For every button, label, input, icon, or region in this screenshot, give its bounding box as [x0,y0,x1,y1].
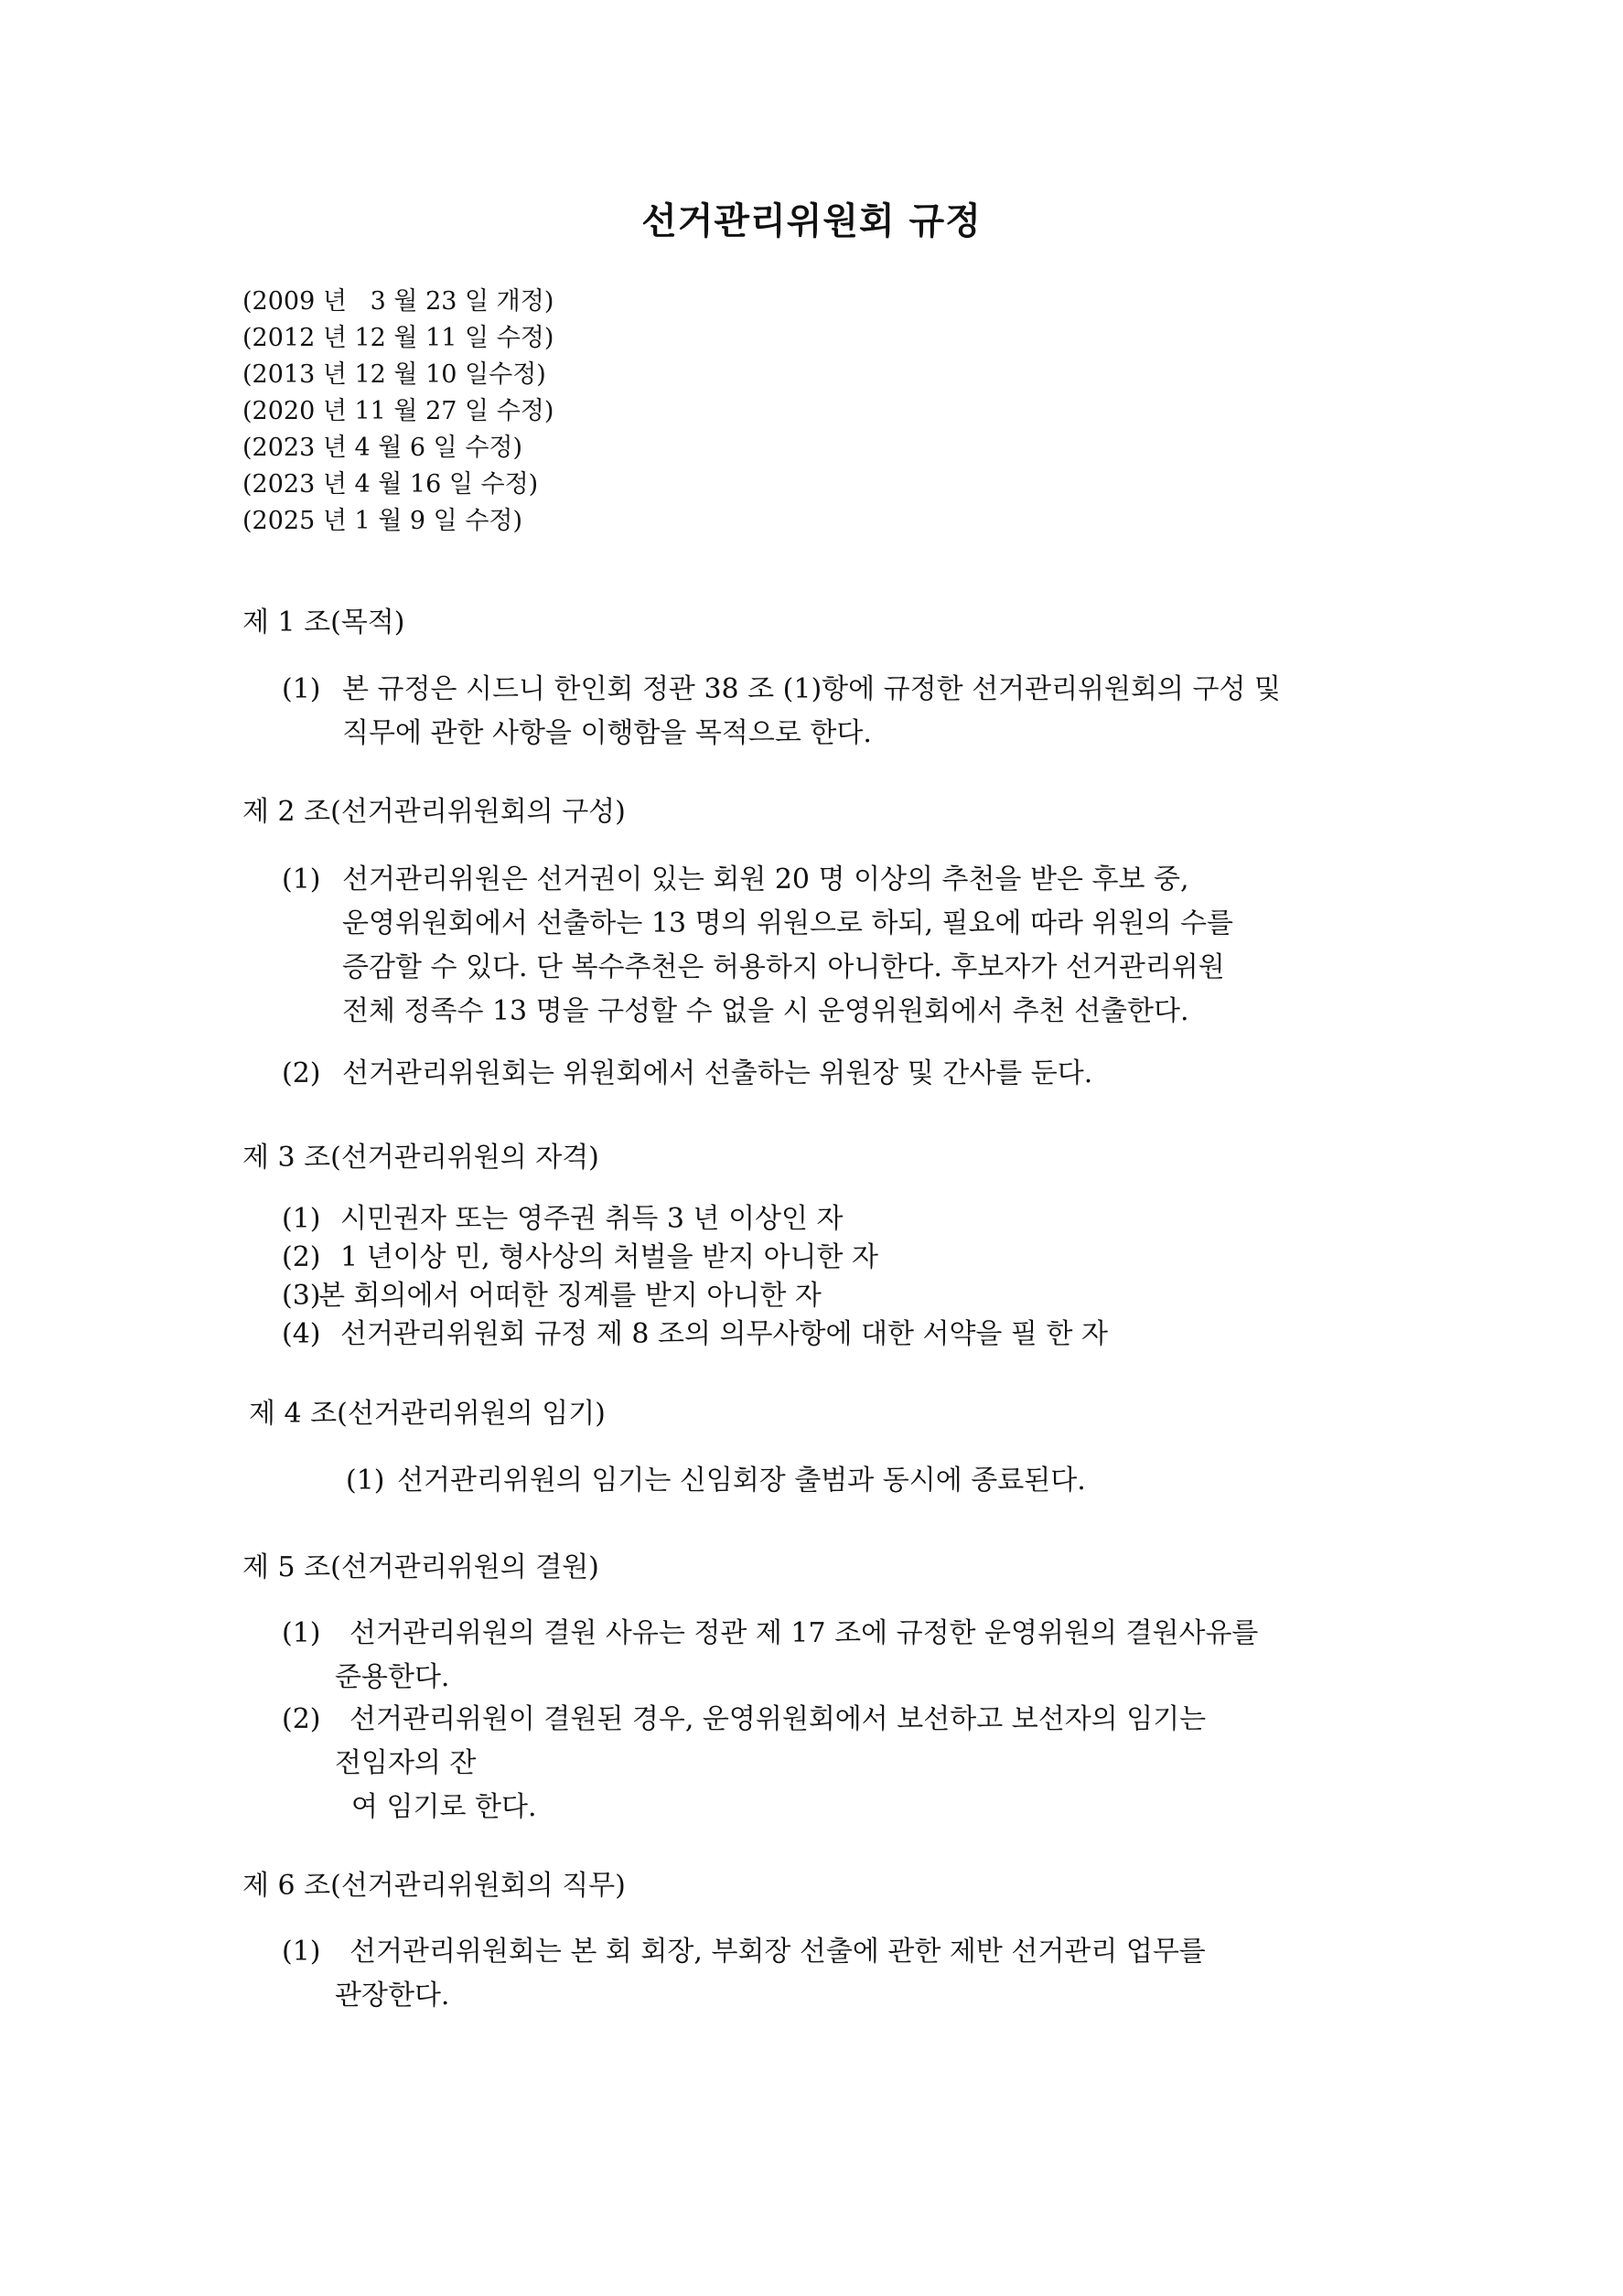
revision-entry: (2025 년 1 월 9 일 수정) [242,507,523,535]
revision-entry: (2023 년 4 월 6 일 수정) [242,434,523,462]
article-5-clause-1 [282,1612,1258,1700]
revision-entry: (2009 년 3 월 23 일 개정) [242,287,554,316]
list-item [282,1277,1108,1315]
article-3-list [282,1200,1108,1354]
article-1-clause-1 [282,668,1281,756]
clause-text: 여 임기로 한다. [351,1791,537,1823]
clause-text: 관장한다. [335,1979,450,2012]
clause-text: 운영위원회에서 선출하는 13 명의 위원으로 하되, 필요에 따라 위원의 수를 [342,907,1233,939]
clause-number: (1) [282,864,321,896]
clause-text: 선거관리위원의 결원 사유는 정관 제 17 조에 규정한 운영위원의 결원사유를 [349,1617,1259,1649]
article-4-clause-1 [346,1459,1086,1503]
clause-number: (1) [282,1936,321,1968]
clause-text: 전체 정족수 13 명을 구성할 수 없을 시 운영위원회에서 추천 선출한다. [342,995,1189,1027]
revision-entry: (2013 년 12 월 10 일수정) [242,360,546,389]
article-1-heading: 제 1 조(목적) [242,606,405,638]
article-3-heading: 제 3 조(선거관리위원의 자격) [242,1142,599,1174]
document-title: 선거관리위원회 규정 [641,199,982,242]
revision-entry: (2012 년 12 월 11 일 수정) [242,324,554,352]
clause-text: 선거관리위원은 선거권이 있는 회원 20 명 이상의 추천을 받은 후보 중, [342,864,1189,896]
item-text: 선거관리위원회 규정 제 8 조의 의무사항에 대한 서약을 필 한 자 [340,1318,1108,1350]
item-number: (1) [282,1203,321,1235]
article-4-heading: 제 4 조(선거관리위원의 임기) [249,1398,606,1430]
clause-text: 선거관리위원회는 본 회 회장, 부회장 선출에 관한 제반 선거관리 업무를 [349,1936,1206,1968]
clause-text: 선거관리위원회는 위원회에서 선출하는 위원장 및 간사를 둔다. [342,1057,1093,1089]
clause-number: (2) [282,1057,321,1089]
list-item [282,1315,1108,1354]
list-item [282,1200,1108,1239]
clause-text: 직무에 관한 사항을 이행함을 목적으로 한다. [342,717,872,749]
clause-text: 선거관리위원의 임기는 신임회장 출범과 동시에 종료된다. [397,1465,1086,1497]
item-text: 시민권자 또는 영주권 취득 3 년 이상인 자 [340,1203,844,1235]
clause-number: (1) [282,1617,321,1649]
clause-number: (1) [282,673,321,705]
list-item [282,1239,1108,1277]
article-2-heading: 제 2 조(선거관리위원회의 구성) [242,796,626,828]
article-5-clause-2 [282,1698,1206,1829]
article-6-heading: 제 6 조(선거관리위원회의 직무) [242,1870,626,1902]
item-number: (4) [282,1318,321,1350]
revision-history [242,284,554,540]
clause-text: 준용한다. [335,1661,450,1693]
clause-number: (2) [282,1703,321,1735]
revision-entry: (2023 년 4 월 16 일 수정) [242,470,539,499]
article-5-heading: 제 5 조(선거관리위원의 결원) [242,1551,599,1583]
article-2-clause-1 [282,858,1233,1034]
clause-text: 전임자의 잔 [335,1747,477,1779]
article-6-clause-1 [282,1930,1206,2018]
item-text: 1 년이상 민, 형사상의 처벌을 받지 아니한 자 [340,1241,879,1273]
clause-number: (1) [346,1465,385,1497]
clause-text: 증감할 수 있다. 단 복수추천은 허용하지 아니한다. 후보자가 선거관리위원 [342,951,1225,983]
article-2-clause-2 [282,1052,1092,1096]
clause-text: 선거관리위원이 결원된 경우, 운영위원회에서 보선하고 보선자의 임기는 [349,1703,1207,1735]
item-number: (2) [282,1241,321,1273]
clause-text: 본 규정은 시드니 한인회 정관 38 조 (1)항에 규정한 선거관리위원회의 구성 및 [342,673,1281,705]
item-number: (3) [282,1280,321,1312]
revision-entry: (2020 년 11 월 27 일 수정) [242,397,554,425]
item-text: 본 회의에서 어떠한 징계를 받지 아니한 자 [318,1280,822,1312]
